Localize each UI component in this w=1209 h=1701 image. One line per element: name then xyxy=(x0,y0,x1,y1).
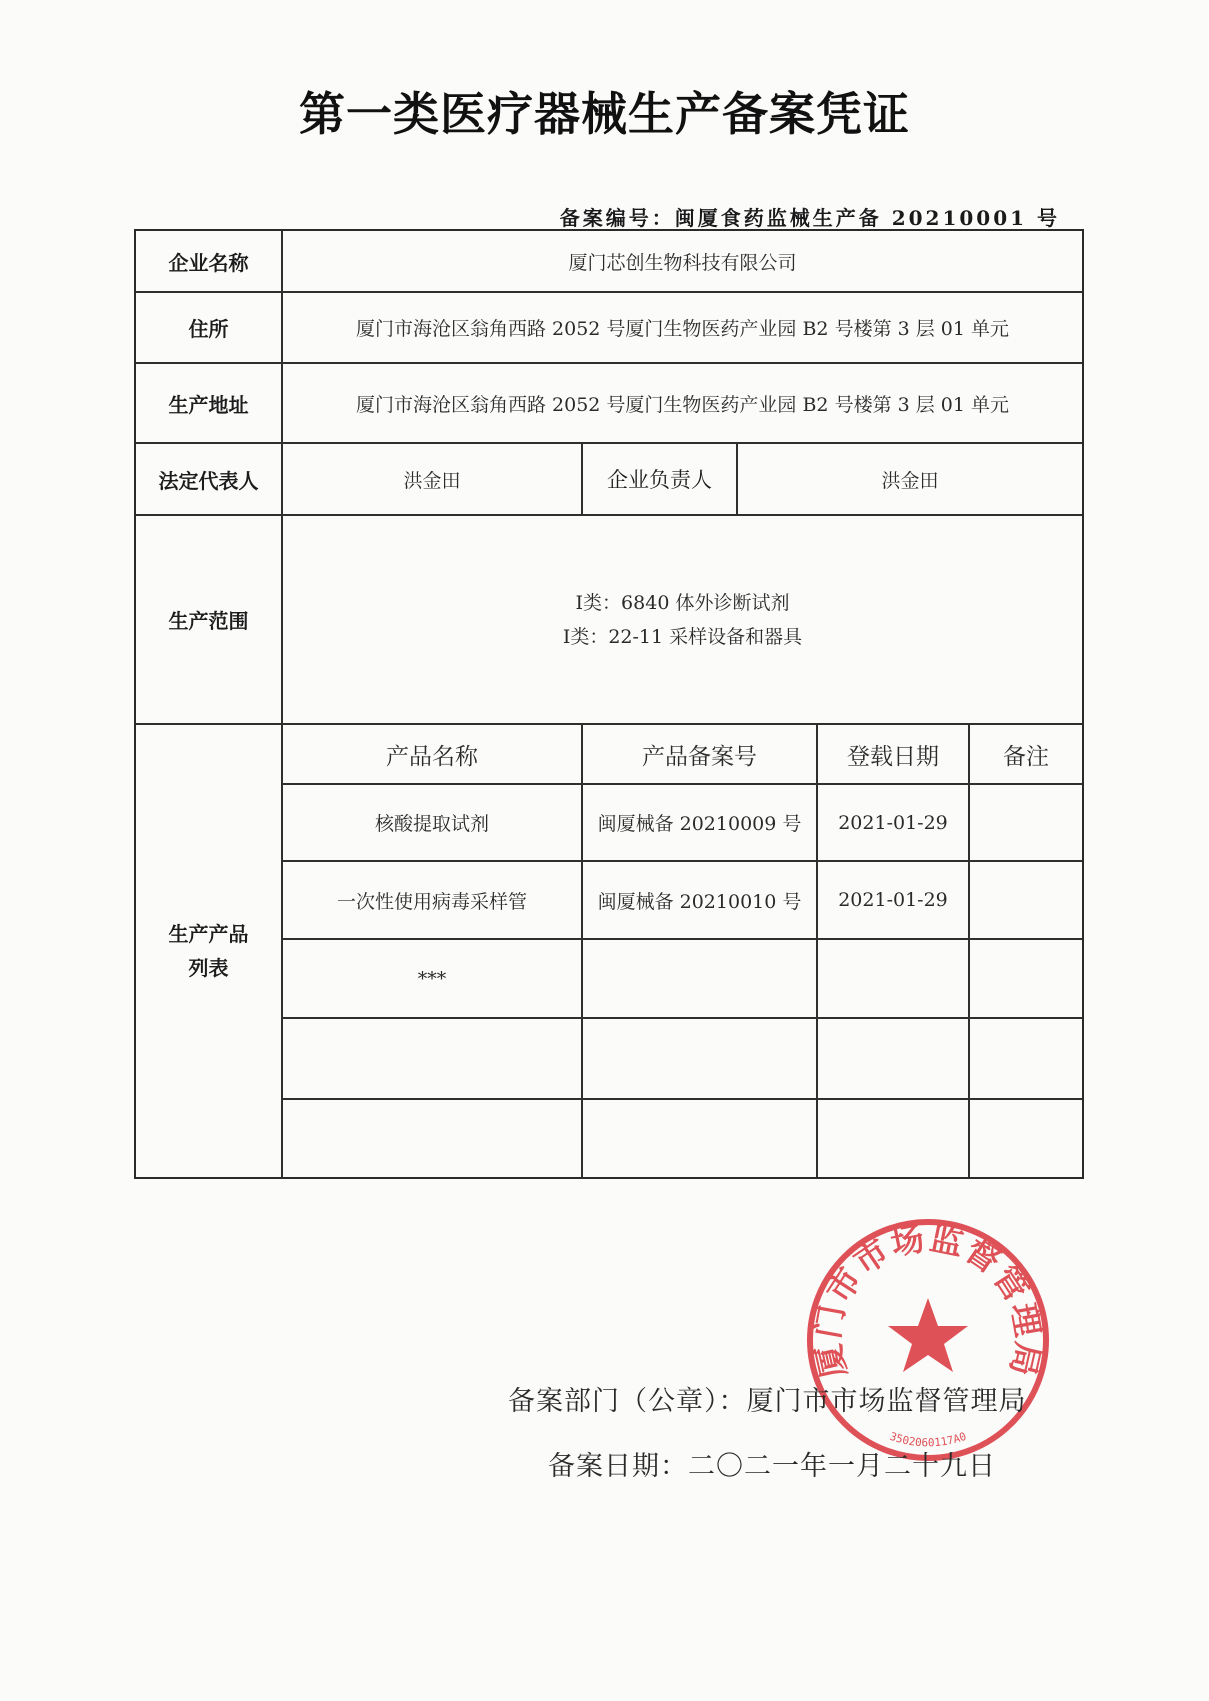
table-row-4-date xyxy=(818,1019,968,1098)
table-row-4-remark xyxy=(970,1019,1082,1098)
table-row-1-name: 核酸提取试剂 xyxy=(374,813,489,835)
table-row-4-name xyxy=(283,1019,581,1098)
header-remark: 备注 xyxy=(1003,743,1049,770)
table-row-5-record xyxy=(583,1100,816,1177)
table-row-2-name: 一次性使用病毒采样管 xyxy=(336,890,527,913)
table-row-1-date: 2021-01-29 xyxy=(838,811,948,834)
record-number: 备案编号：闽厦食药监械生产备 20210001 号 xyxy=(559,206,1060,230)
header-record-no: 产品备案号 xyxy=(642,743,757,770)
seal-text: 厦门市市场监督管理局 xyxy=(807,1218,1049,1382)
product-list-label-line: 列表 xyxy=(188,956,229,980)
company-name-value: 厦门芯创生物科技有限公司 xyxy=(568,251,797,274)
table-row-2-remark xyxy=(970,862,1082,938)
table-row-2-record: 闽厦械备 20210010 号 xyxy=(597,890,802,913)
table-row-3-date xyxy=(818,940,968,1017)
scope-label: 生产范围 xyxy=(168,609,249,633)
official-seal xyxy=(798,1210,1058,1470)
principal-value: 洪金田 xyxy=(881,469,939,492)
filing-department: 备案部门（公章）：厦门市市场监督管理局 xyxy=(508,1386,1027,1417)
table-row-1-remark xyxy=(970,785,1082,860)
table-row-3-remark xyxy=(970,940,1082,1017)
table-row-2-date: 2021-01-29 xyxy=(838,889,948,911)
record-table xyxy=(134,229,1084,1179)
table-row-5-name xyxy=(283,1100,581,1177)
filing-date: 备案日期：二〇二一年一月二十九日 xyxy=(548,1451,996,1482)
seal-star-icon xyxy=(888,1298,968,1372)
residence-value: 厦门市海沧区翁角西路 2052 号厦门生物医药产业园 B2 号楼第 3 层 01 单元 xyxy=(356,318,1009,340)
company-name-label: 企业名称 xyxy=(168,250,249,275)
legal-rep-label: 法定代表人 xyxy=(158,468,259,493)
legal-rep-value: 洪金田 xyxy=(403,469,461,492)
product-list-label-line: 生产产品 xyxy=(168,922,249,946)
table-row-3-name: *** xyxy=(417,967,447,990)
production-address-label: 生产地址 xyxy=(168,392,249,417)
table-row-5-date xyxy=(818,1100,968,1177)
document-title: 第一类医疗器械生产备案凭证 xyxy=(299,87,910,141)
table-row-5-remark xyxy=(970,1100,1082,1177)
scope-value xyxy=(283,516,1082,723)
principal-label: 企业负责人 xyxy=(607,468,712,492)
table-row-4-record xyxy=(583,1019,816,1098)
table-row-1-record: 闽厦械备 20210009 号 xyxy=(597,813,802,835)
scope-line: Ⅰ类：6840 体外诊断试剂 xyxy=(575,591,790,614)
header-date: 登载日期 xyxy=(847,743,939,770)
production-address-value: 厦门市海沧区翁角西路 2052 号厦门生物医药产业园 B2 号楼第 3 层 01 单元 xyxy=(356,393,1009,416)
seal-serial: 3502060117A0 xyxy=(888,1429,968,1450)
scope-line: Ⅰ类：22-11 采样设备和器具 xyxy=(562,625,803,648)
product-list-label xyxy=(136,725,281,1177)
residence-label: 住所 xyxy=(188,317,229,341)
table-row-3-record xyxy=(583,940,816,1017)
header-product-name: 产品名称 xyxy=(386,743,478,770)
